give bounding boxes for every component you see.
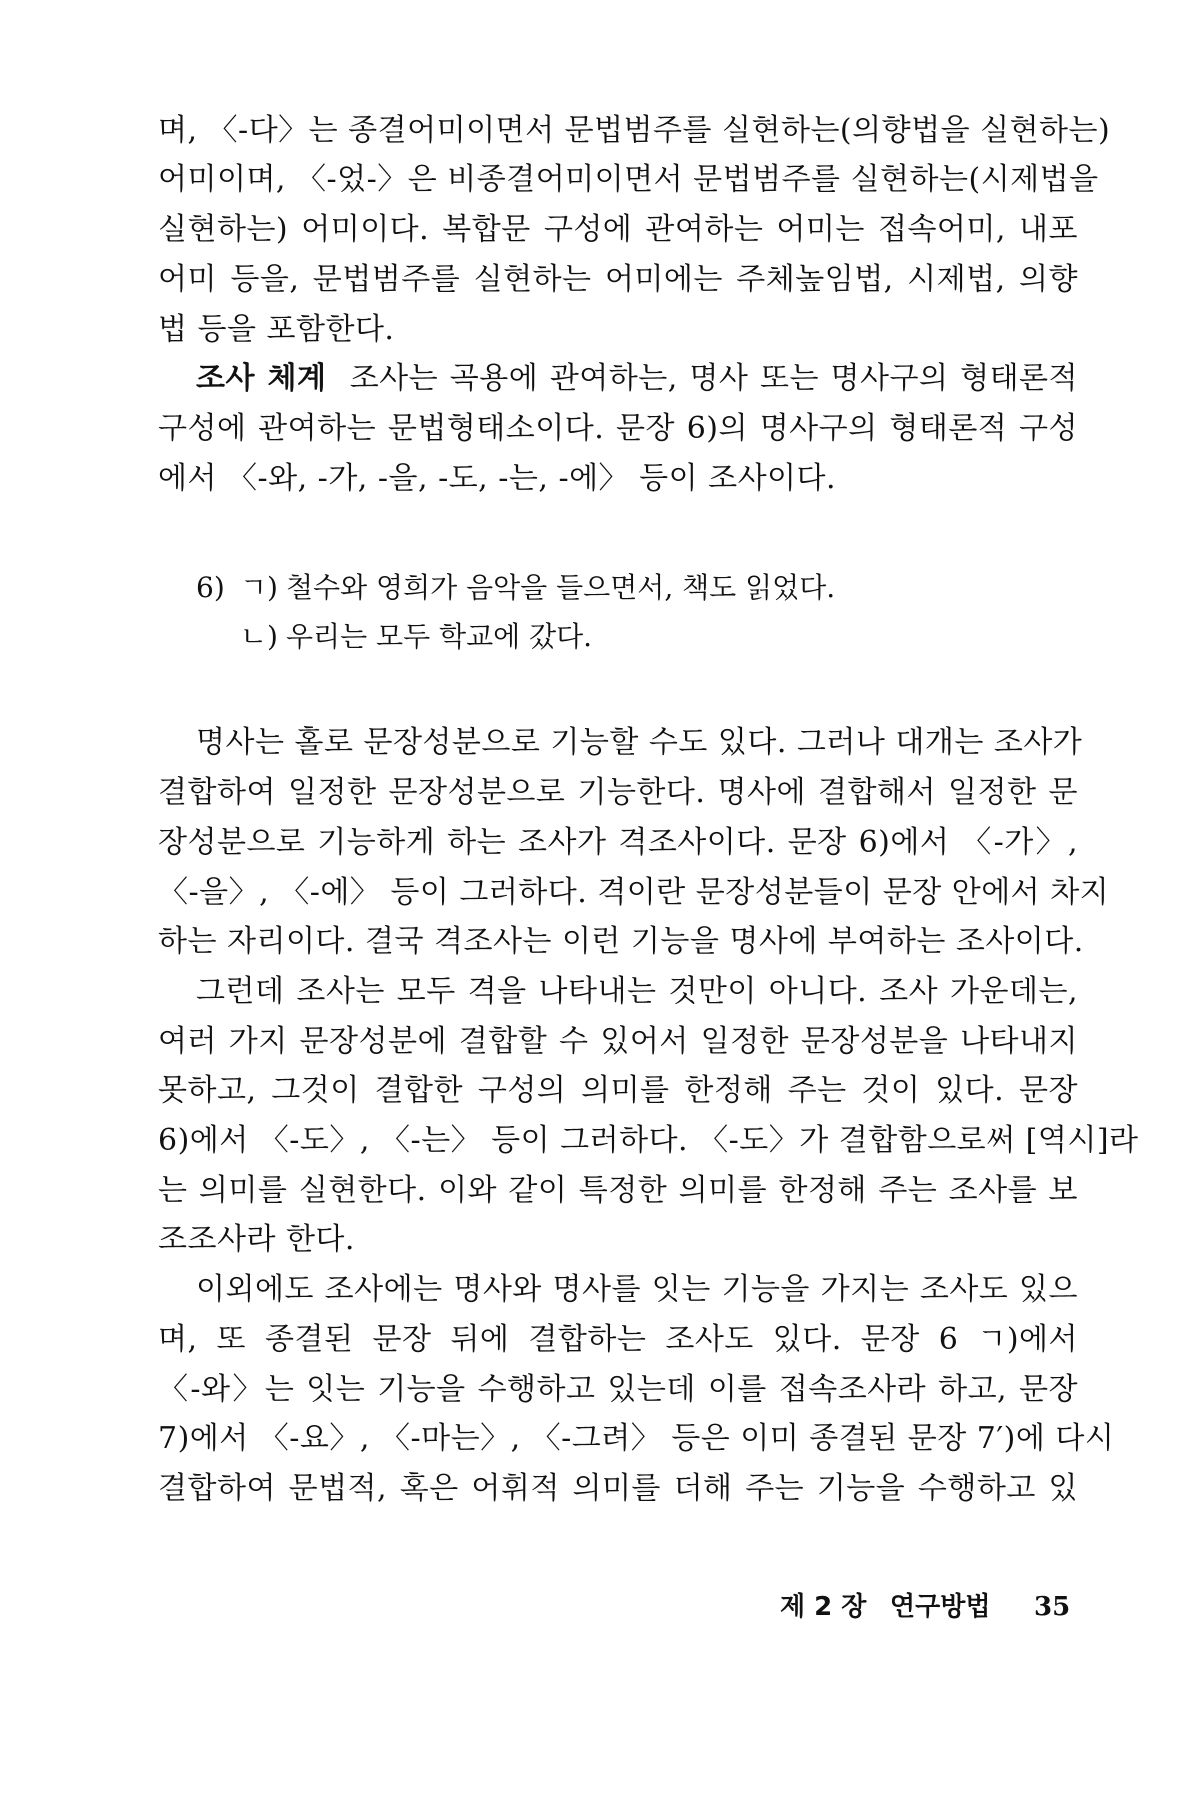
body-line: 조조사라 한다. — [158, 1222, 355, 1257]
body-line: 그런데 조사는 모두 격을 나타내는 것만이 아니다. 조사 가운데는, — [196, 974, 1078, 1009]
body-text: 조사는 곡용에 관여하는, 명사 또는 명사구의 형태론적 — [349, 361, 1079, 396]
body-line: 7)에서 〈-요〉, 〈-마는〉, 〈-그려〉 등은 이미 종결된 문장 7′)에 다시 — [158, 1421, 1115, 1456]
body-line: 명사는 홀로 문장성분으로 기능할 수도 있다. 그러나 대개는 조사가 — [196, 725, 1083, 760]
body-line: 하는 자리이다. 결국 격조사는 이런 기능을 명사에 부여하는 조사이다. — [158, 924, 1084, 959]
body-line: 구성에 관여하는 문법형태소이다. 문장 6)의 명사구의 형태론적 구성 — [158, 411, 1078, 446]
body-line: 이외에도 조사에는 명사와 명사를 잇는 기능을 가지는 조사도 있으 — [196, 1272, 1078, 1307]
section-term: 조사 체계 — [196, 361, 327, 396]
body-line — [196, 359, 1078, 399]
page-footer — [780, 1587, 1080, 1627]
page-number: 35 — [1034, 1592, 1071, 1622]
example-marker: ㄱ) — [240, 571, 278, 604]
body-line: 6)에서 〈-도〉, 〈-는〉 등이 그러하다. 〈-도〉가 결합함으로써 [역시]라 — [158, 1123, 1139, 1158]
example-sentence: 철수와 영희가 음악을 들으면서, 책도 읽었다. — [286, 571, 836, 604]
body-line: 실현하는) 어미이다. 복합문 구성에 관여하는 어미는 접속어미, 내포 — [158, 212, 1078, 247]
body-line: 어미 등을, 문법범주를 실현하는 어미에는 주체높임법, 시제법, 의향 — [158, 262, 1078, 297]
body-line: 결합하여 문법적, 혹은 어휘적 의미를 더해 주는 기능을 수행하고 있 — [158, 1471, 1078, 1506]
example-marker: ㄴ) — [240, 620, 278, 653]
body-line: 〈-을〉, 〈-에〉 등이 그러하다. 격이란 문장성분들이 문장 안에서 차지 — [158, 875, 1110, 910]
body-line: 여러 가지 문장성분에 결합할 수 있어서 일정한 문장성분을 나타내지 — [158, 1024, 1078, 1059]
body-line: 며, 〈-다〉는 종결어미이면서 문법범주를 실현하는(의향법을 실현하는) — [158, 113, 1111, 148]
chapter-title: 연구방법 — [890, 1592, 991, 1622]
body-line: 며, 또 종결된 문장 뒤에 결합하는 조사도 있다. 문장 6 ㄱ)에서 — [158, 1322, 1078, 1357]
body-line: 는 의미를 실현한다. 이와 같이 특정한 의미를 한정해 주는 조사를 보 — [158, 1173, 1078, 1208]
body-line: 장성분으로 기능하게 하는 조사가 격조사이다. 문장 6)에서 〈-가〉, — [158, 825, 1078, 860]
chapter-label: 제 2 장 — [780, 1592, 867, 1622]
body-line: 못하고, 그것이 결합한 구성의 의미를 한정해 주는 것이 있다. 문장 — [158, 1073, 1078, 1108]
body-line: 어미이며, 〈-었-〉은 비종결어미이면서 문법범주를 실현하는(시제법을 — [158, 162, 1099, 197]
body-line: 결합하여 일정한 문장성분으로 기능한다. 명사에 결합해서 일정한 문 — [158, 775, 1078, 810]
body-line: 〈-와〉는 잇는 기능을 수행하고 있는데 이를 접속조사라 하고, 문장 — [158, 1372, 1078, 1407]
example-number: 6) — [196, 571, 225, 604]
example-sentence: 우리는 모두 학교에 갔다. — [286, 620, 593, 653]
body-line: 법 등을 포함한다. — [158, 312, 395, 347]
body-line: 에서 〈-와, -가, -을, -도, -는, -에〉 등이 조사이다. — [158, 461, 837, 496]
